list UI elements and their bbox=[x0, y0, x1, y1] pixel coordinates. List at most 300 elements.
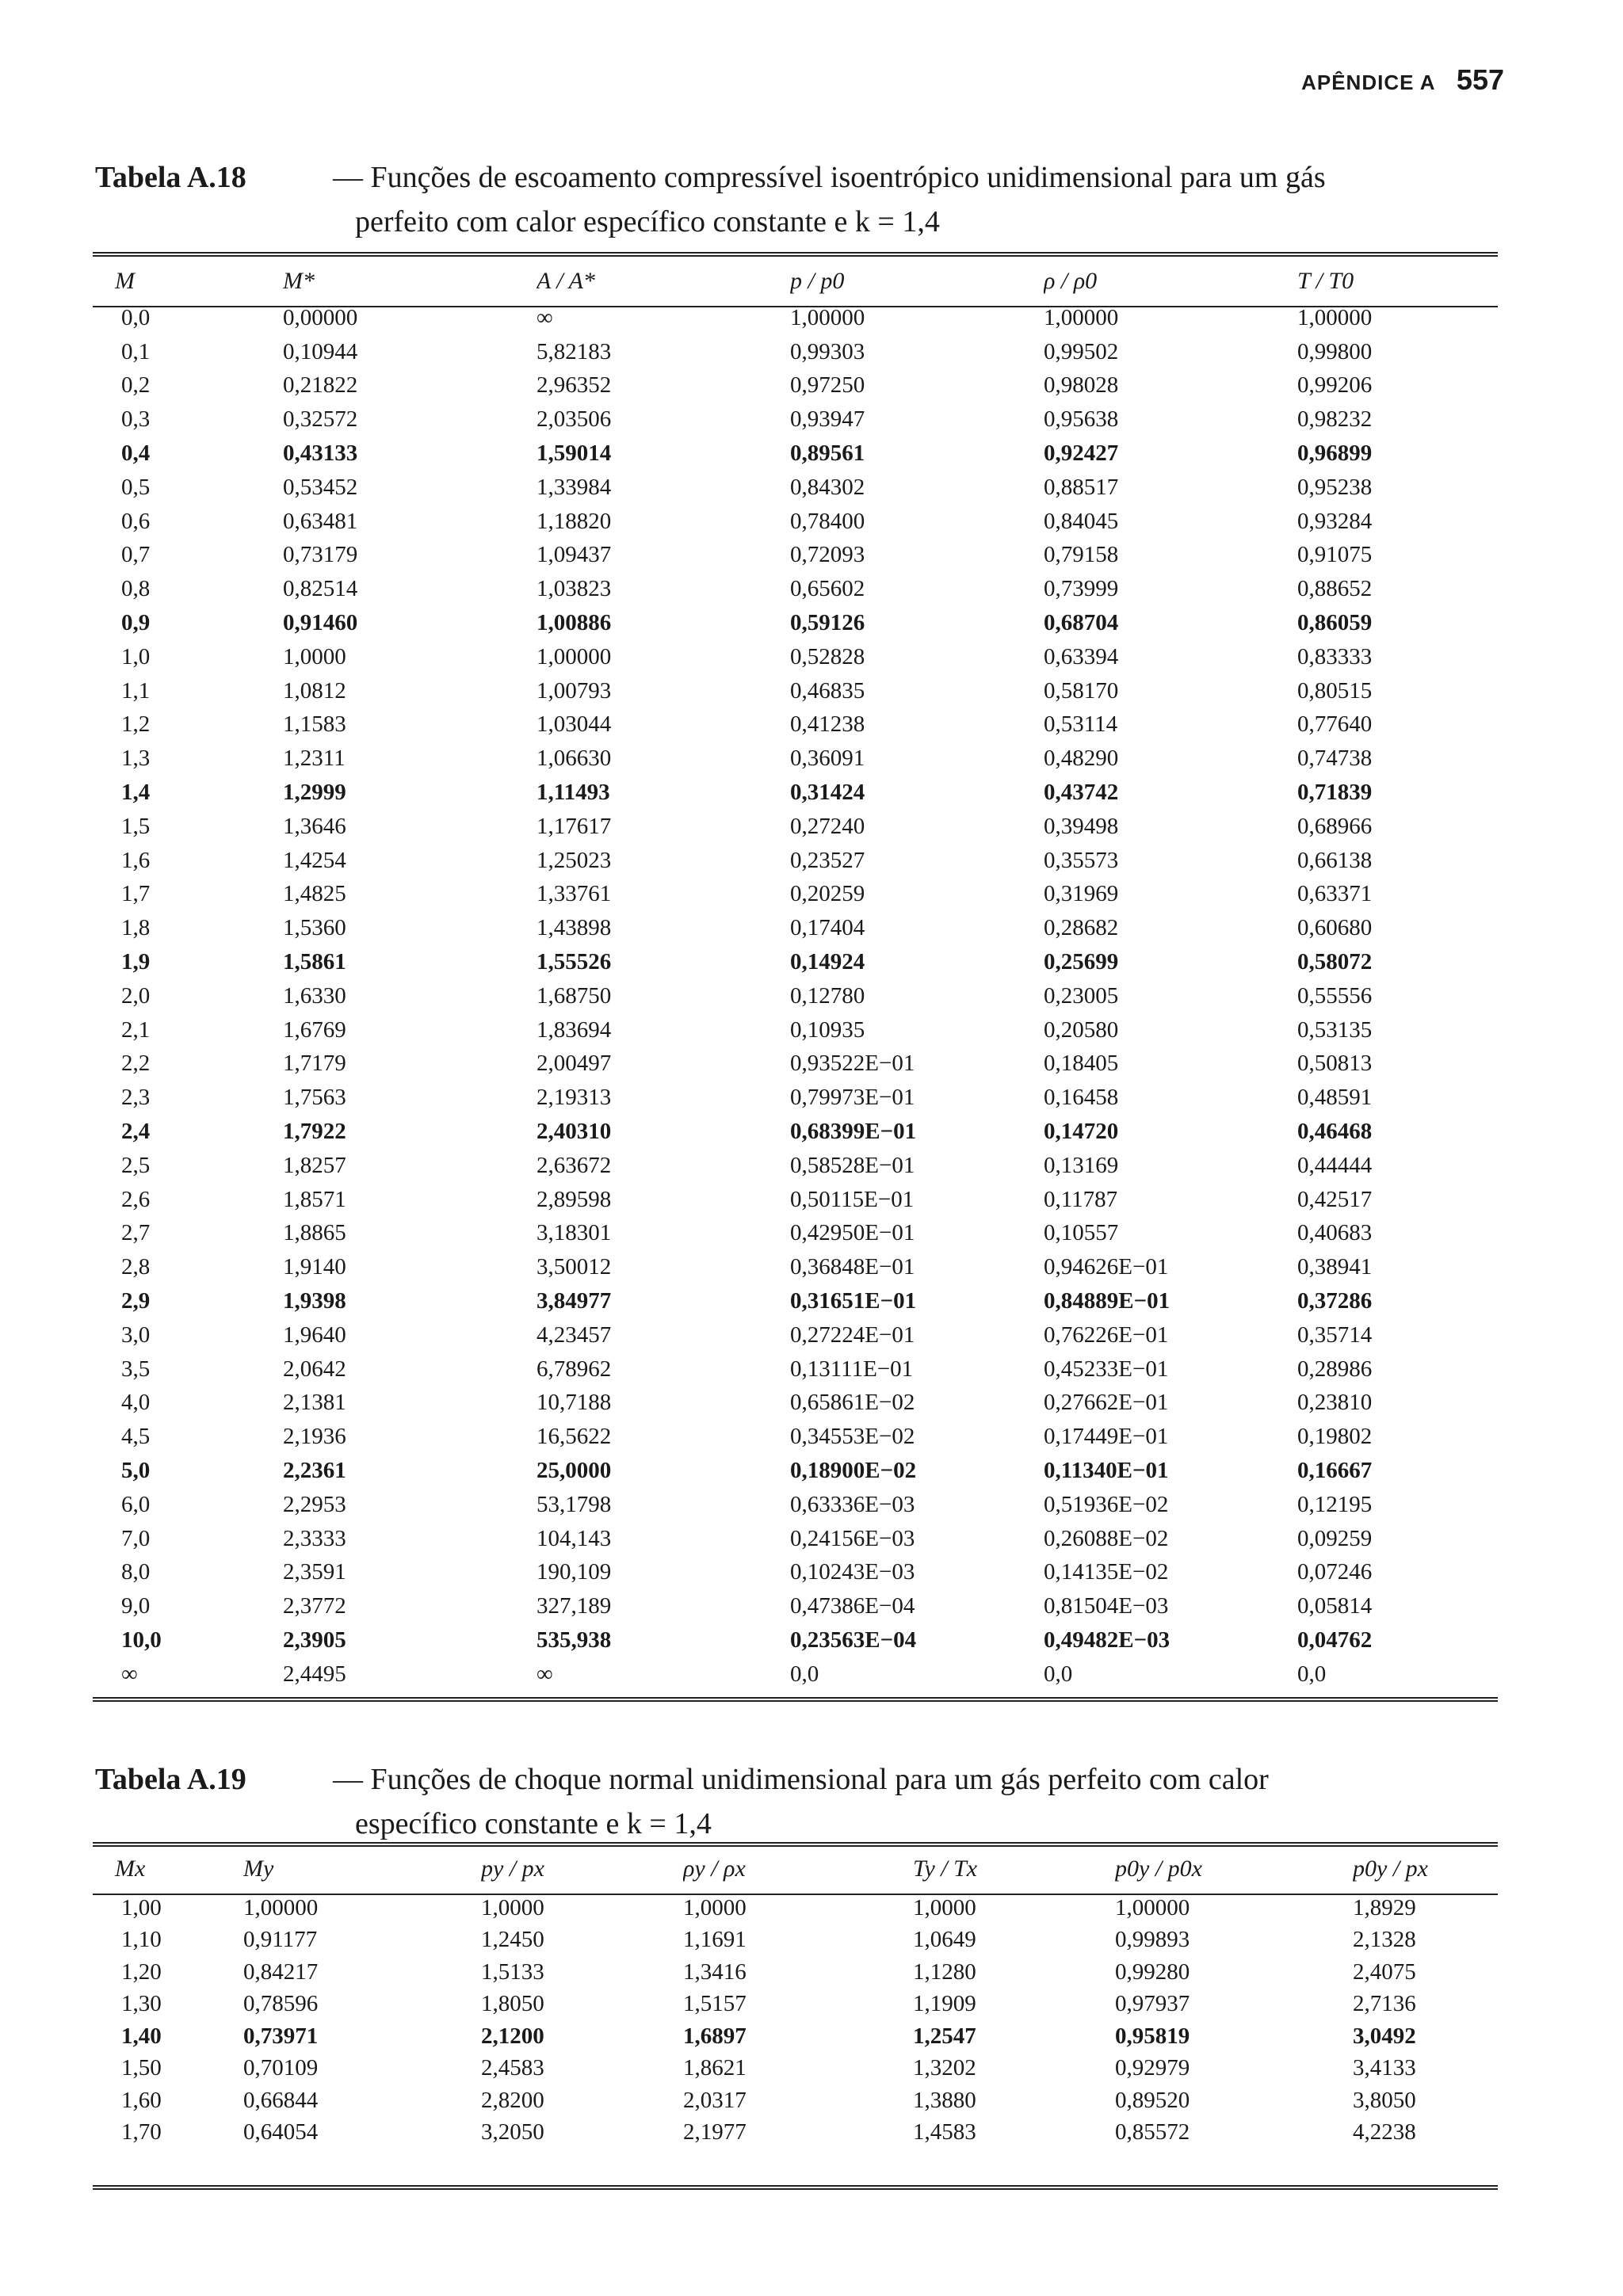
table-row bbox=[93, 1047, 1498, 1081]
table-a19-caption-text bbox=[333, 1757, 1522, 1846]
table-cell: 1,0649 bbox=[913, 1927, 976, 1953]
table-cell: 1,00 bbox=[121, 1894, 162, 1920]
table-cell: 1,9 bbox=[121, 949, 151, 975]
table-cell: 2,4583 bbox=[481, 2055, 544, 2081]
table-cell: 1,2999 bbox=[283, 780, 346, 806]
table-a18-body bbox=[93, 301, 1498, 1691]
table-cell: 0,43742 bbox=[1044, 780, 1119, 806]
table-a18-header-rule bbox=[93, 306, 1498, 307]
table-cell: 0,27662E−01 bbox=[1044, 1390, 1169, 1416]
table-cell: 0,21822 bbox=[283, 372, 358, 399]
table-cell: 0,83333 bbox=[1297, 643, 1373, 669]
table-cell: 3,5 bbox=[121, 1356, 151, 1382]
table-cell: 0,31424 bbox=[790, 780, 865, 806]
table-cell: 3,2050 bbox=[481, 2119, 544, 2145]
table-cell: 1,9140 bbox=[283, 1254, 346, 1280]
table-cell: 1,9398 bbox=[283, 1288, 346, 1314]
table-cell: 0,60680 bbox=[1297, 915, 1373, 941]
table-cell: 2,5 bbox=[121, 1152, 151, 1178]
table-a19-col-header: ρy / ρx bbox=[683, 1855, 746, 1882]
table-cell: 1,2547 bbox=[913, 2023, 976, 2049]
table-cell: 1,09437 bbox=[537, 542, 612, 568]
table-cell: 0,47386E−04 bbox=[790, 1593, 915, 1619]
table-cell: 1,5157 bbox=[683, 1991, 747, 2017]
table-cell: 0,5 bbox=[121, 474, 151, 500]
table-cell: 2,9 bbox=[121, 1288, 151, 1314]
table-cell: 1,43898 bbox=[537, 915, 612, 941]
table-cell: 0,99206 bbox=[1297, 372, 1373, 399]
table-cell: 0,91075 bbox=[1297, 542, 1373, 568]
table-row bbox=[93, 776, 1498, 810]
table-cell: 327,189 bbox=[537, 1593, 612, 1619]
table-cell: 1,11493 bbox=[537, 780, 610, 806]
table-a18-caption-line2: perfeito com calor específico constante e k = 1,4 bbox=[355, 205, 940, 238]
table-row bbox=[93, 1352, 1498, 1386]
table-cell: 0,0 bbox=[790, 1661, 819, 1687]
table-cell: 1,8929 bbox=[1353, 1894, 1416, 1920]
table-cell: 0,36848E−01 bbox=[790, 1254, 915, 1280]
table-a18-header-row bbox=[93, 261, 1498, 301]
table-row bbox=[93, 878, 1498, 912]
table-cell: 0,74738 bbox=[1297, 746, 1373, 772]
table-cell: 3,84977 bbox=[537, 1288, 612, 1314]
table-cell: 1,4254 bbox=[283, 847, 346, 873]
table-cell: 1,2 bbox=[121, 711, 151, 738]
table-cell: 1,00000 bbox=[537, 643, 612, 669]
table-cell: 2,2 bbox=[121, 1051, 151, 1077]
table-cell: 0,94626E−01 bbox=[1044, 1254, 1169, 1280]
table-a18-col-header: M* bbox=[283, 268, 315, 294]
table-cell: 0,99280 bbox=[1115, 1958, 1190, 1985]
table-cell: 0,6 bbox=[121, 508, 151, 534]
table-a18-col-header: ρ / ρ0 bbox=[1044, 268, 1098, 294]
table-cell: 5,0 bbox=[121, 1457, 151, 1483]
table-cell: 104,143 bbox=[537, 1525, 612, 1551]
table-cell: 0,79158 bbox=[1044, 542, 1119, 568]
table-a18 bbox=[93, 261, 1498, 1691]
table-cell: 0,12780 bbox=[790, 982, 865, 1009]
table-cell: 0,10944 bbox=[283, 338, 358, 364]
table-row bbox=[93, 1013, 1498, 1047]
table-row bbox=[93, 2053, 1498, 2085]
table-row bbox=[93, 742, 1498, 776]
table-cell: 0,70109 bbox=[243, 2055, 319, 2081]
table-cell: 0,73999 bbox=[1044, 576, 1119, 602]
table-row bbox=[93, 1989, 1498, 2021]
table-row bbox=[93, 1284, 1498, 1318]
table-cell: 3,18301 bbox=[537, 1220, 612, 1246]
table-cell: 1,3202 bbox=[913, 2055, 976, 2081]
table-cell: 7,0 bbox=[121, 1525, 151, 1551]
table-cell: 1,1280 bbox=[913, 1958, 976, 1985]
table-cell: 1,55526 bbox=[537, 949, 612, 975]
table-cell: 0,2 bbox=[121, 372, 151, 399]
table-cell: 0,72093 bbox=[790, 542, 865, 568]
table-row bbox=[93, 1386, 1498, 1421]
table-cell: 0,91460 bbox=[283, 610, 358, 636]
table-cell: 0,63336E−03 bbox=[790, 1491, 915, 1517]
table-cell: 0,63481 bbox=[283, 508, 358, 534]
table-a19-caption-line2: específico constante e k = 1,4 bbox=[355, 1807, 712, 1840]
table-cell: 0,99800 bbox=[1297, 338, 1373, 364]
table-a18-caption-text bbox=[333, 155, 1522, 244]
table-cell: 0,24156E−03 bbox=[790, 1525, 915, 1551]
table-cell: 1,33984 bbox=[537, 474, 612, 500]
table-cell: 0,25699 bbox=[1044, 949, 1119, 975]
table-cell: 0,52828 bbox=[790, 643, 865, 669]
table-cell: 0,71839 bbox=[1297, 780, 1373, 806]
table-row bbox=[93, 1420, 1498, 1454]
table-cell: 0,63371 bbox=[1297, 881, 1373, 907]
table-cell: 0,13111E−01 bbox=[790, 1356, 914, 1382]
table-cell: ∞ bbox=[121, 1661, 138, 1687]
table-cell: 0,23563E−04 bbox=[790, 1627, 917, 1653]
table-row bbox=[93, 1924, 1498, 1957]
table-cell: 2,3591 bbox=[283, 1559, 346, 1585]
table-cell: 0,37286 bbox=[1297, 1288, 1373, 1314]
table-cell: 1,1583 bbox=[283, 711, 346, 738]
table-cell: 0,09259 bbox=[1297, 1525, 1373, 1551]
table-cell: 0,79973E−01 bbox=[790, 1085, 915, 1111]
table-cell: 0,97250 bbox=[790, 372, 865, 399]
table-cell: 2,1936 bbox=[283, 1424, 346, 1450]
table-cell: 0,17449E−01 bbox=[1044, 1424, 1169, 1450]
table-cell: 6,0 bbox=[121, 1491, 151, 1517]
table-cell: 1,25023 bbox=[537, 847, 612, 873]
table-cell: 0,89520 bbox=[1115, 2087, 1190, 2113]
table-cell: 2,0 bbox=[121, 982, 151, 1009]
table-cell: 1,1 bbox=[121, 677, 151, 704]
table-row bbox=[93, 1115, 1498, 1149]
table-cell: 1,3880 bbox=[913, 2087, 976, 2113]
table-cell: 2,0317 bbox=[683, 2087, 747, 2113]
table-cell: ∞ bbox=[537, 304, 553, 330]
table-cell: 1,00000 bbox=[1297, 304, 1373, 330]
table-a19-col-header: My bbox=[243, 1855, 274, 1882]
table-cell: 0,05814 bbox=[1297, 1593, 1373, 1619]
table-cell: 1,0812 bbox=[283, 677, 346, 704]
table-cell: 0,98232 bbox=[1297, 406, 1373, 433]
table-cell: 0,35714 bbox=[1297, 1322, 1373, 1348]
table-cell: 2,19313 bbox=[537, 1085, 612, 1111]
table-row bbox=[93, 1149, 1498, 1183]
table-cell: 0,84045 bbox=[1044, 508, 1119, 534]
table-cell: 1,6897 bbox=[683, 2023, 747, 2049]
table-cell: 2,3772 bbox=[283, 1593, 346, 1619]
table-row bbox=[93, 1956, 1498, 1989]
table-cell: 2,1328 bbox=[1353, 1927, 1416, 1953]
table-cell: 0,58528E−01 bbox=[790, 1152, 915, 1178]
table-cell: 0,14924 bbox=[790, 949, 865, 975]
table-cell: 0,42950E−01 bbox=[790, 1220, 915, 1246]
table-cell: 0,12195 bbox=[1297, 1491, 1373, 1517]
table-cell: 1,03044 bbox=[537, 711, 612, 738]
table-cell: 0,32572 bbox=[283, 406, 358, 433]
table-cell: 0,10935 bbox=[790, 1016, 865, 1043]
table-cell: 0,93947 bbox=[790, 406, 865, 433]
table-cell: 0,66138 bbox=[1297, 847, 1373, 873]
table-cell: 0,28682 bbox=[1044, 915, 1119, 941]
table-a19-label: Tabela A.19 bbox=[95, 1763, 246, 1796]
table-cell: 2,3333 bbox=[283, 1525, 346, 1551]
table-cell: 0,77640 bbox=[1297, 711, 1373, 738]
table-cell: 1,00000 bbox=[243, 1894, 319, 1920]
table-row bbox=[93, 844, 1498, 878]
table-cell: 1,8050 bbox=[481, 1991, 544, 2017]
table-cell: 0,73971 bbox=[243, 2023, 319, 2049]
table-row bbox=[93, 1081, 1498, 1115]
table-cell: 0,93522E−01 bbox=[790, 1051, 915, 1077]
table-cell: 0,27240 bbox=[790, 813, 865, 839]
table-cell: 0,53114 bbox=[1044, 711, 1118, 738]
table-cell: 1,6330 bbox=[283, 982, 346, 1009]
table-cell: 2,3 bbox=[121, 1085, 151, 1111]
table-cell: 3,0 bbox=[121, 1322, 151, 1348]
table-cell: 1,70 bbox=[121, 2119, 162, 2145]
table-row bbox=[93, 505, 1498, 539]
table-cell: 0,18900E−02 bbox=[790, 1457, 917, 1483]
table-cell: 0,34553E−02 bbox=[790, 1424, 915, 1450]
table-row bbox=[93, 335, 1498, 369]
table-cell: 0,93284 bbox=[1297, 508, 1373, 534]
table-cell: 0,9 bbox=[121, 610, 151, 636]
table-row bbox=[93, 640, 1498, 674]
table-row bbox=[93, 1217, 1498, 1251]
table-a19-col-header: py / px bbox=[481, 1855, 544, 1882]
table-cell: 0,11340E−01 bbox=[1044, 1457, 1169, 1483]
table-cell: 1,50 bbox=[121, 2055, 162, 2081]
table-cell: 1,18820 bbox=[537, 508, 612, 534]
table-a19-col-header: Ty / Tx bbox=[913, 1855, 978, 1882]
table-row bbox=[93, 2084, 1498, 2117]
table-cell: 0,10557 bbox=[1044, 1220, 1119, 1246]
table-row bbox=[93, 402, 1498, 437]
table-cell: 0,59126 bbox=[790, 610, 865, 636]
table-cell: 0,35573 bbox=[1044, 847, 1119, 873]
table-cell: 1,0 bbox=[121, 643, 151, 669]
table-cell: 0,45233E−01 bbox=[1044, 1356, 1169, 1382]
table-cell: 2,89598 bbox=[537, 1186, 612, 1212]
table-cell: 1,03823 bbox=[537, 576, 612, 602]
table-cell: 0,96899 bbox=[1297, 441, 1373, 467]
table-cell: 0,46468 bbox=[1297, 1119, 1373, 1145]
table-row bbox=[93, 471, 1498, 505]
table-cell: 0,18405 bbox=[1044, 1051, 1119, 1077]
table-cell: 0,85572 bbox=[1115, 2119, 1190, 2145]
table-cell: ∞ bbox=[537, 1661, 553, 1687]
table-cell: 0,49482E−03 bbox=[1044, 1627, 1170, 1653]
table-cell: 4,5 bbox=[121, 1424, 151, 1450]
table-row bbox=[93, 708, 1498, 742]
table-cell: 0,65602 bbox=[790, 576, 865, 602]
table-cell: 0,4 bbox=[121, 441, 151, 467]
table-cell: 0,50115E−01 bbox=[790, 1186, 915, 1212]
table-cell: 1,00793 bbox=[537, 677, 612, 704]
table-cell: 4,2238 bbox=[1353, 2119, 1416, 2145]
table-cell: 3,0492 bbox=[1353, 2023, 1416, 2049]
table-cell: 0,84889E−01 bbox=[1044, 1288, 1170, 1314]
table-cell: 1,00886 bbox=[537, 610, 612, 636]
table-a19-caption-line1: — Funções de choque normal unidimensional para um gás perfeito com calor bbox=[333, 1763, 1269, 1796]
table-cell: 0,10243E−03 bbox=[790, 1559, 915, 1585]
table-cell: 1,3646 bbox=[283, 813, 346, 839]
table-a18-col-header: A / A* bbox=[537, 268, 595, 294]
table-cell: 0,89561 bbox=[790, 441, 865, 467]
table-cell: 1,4 bbox=[121, 780, 151, 806]
table-cell: 1,5861 bbox=[283, 949, 346, 975]
table-cell: 0,38941 bbox=[1297, 1254, 1373, 1280]
table-cell: 1,0000 bbox=[913, 1894, 976, 1920]
table-cell: 0,66844 bbox=[243, 2087, 319, 2113]
table-cell: 0,86059 bbox=[1297, 610, 1373, 636]
table-cell: 0,82514 bbox=[283, 576, 358, 602]
table-cell: 1,4583 bbox=[913, 2119, 976, 2145]
table-cell: 1,7922 bbox=[283, 1119, 346, 1145]
table-cell: 0,31969 bbox=[1044, 881, 1119, 907]
table-cell: 0,99893 bbox=[1115, 1927, 1190, 1953]
table-cell: 1,3416 bbox=[683, 1958, 747, 1985]
table-cell: 535,938 bbox=[537, 1627, 612, 1653]
table-a19-header-row bbox=[93, 1846, 1498, 1892]
table-cell: 1,6769 bbox=[283, 1016, 346, 1043]
table-cell: 1,59014 bbox=[537, 441, 612, 467]
table-a18-caption-line1: — Funções de escoamento compressível isoentrópico unidimensional para um gás bbox=[333, 161, 1326, 194]
table-cell: 0,14720 bbox=[1044, 1119, 1119, 1145]
table-cell: 0,95638 bbox=[1044, 406, 1119, 433]
table-cell: 1,10 bbox=[121, 1927, 162, 1953]
table-cell: 1,2450 bbox=[481, 1927, 544, 1953]
table-cell: 4,23457 bbox=[537, 1322, 612, 1348]
table-cell: 0,41238 bbox=[790, 711, 865, 738]
table-cell: 0,46835 bbox=[790, 677, 865, 704]
table-row bbox=[93, 979, 1498, 1013]
table-cell: 0,43133 bbox=[283, 441, 358, 467]
table-cell: 0,99502 bbox=[1044, 338, 1119, 364]
table-cell: 3,8050 bbox=[1353, 2087, 1416, 2113]
table-cell: 2,1381 bbox=[283, 1390, 346, 1416]
table-cell: 2,2953 bbox=[283, 1491, 346, 1517]
table-a19-col-header: p0y / px bbox=[1353, 1855, 1428, 1882]
running-head bbox=[1301, 63, 1504, 97]
table-a18-col-header: T / T0 bbox=[1297, 268, 1354, 294]
table-a19-bottom-rule bbox=[93, 2185, 1498, 2190]
table-cell: 0,07246 bbox=[1297, 1559, 1373, 1585]
table-cell: 1,8621 bbox=[683, 2055, 747, 2081]
table-cell: 1,33761 bbox=[537, 881, 612, 907]
table-cell: 0,68966 bbox=[1297, 813, 1373, 839]
table-cell: 2,8 bbox=[121, 1254, 151, 1280]
table-cell: 25,0000 bbox=[537, 1457, 612, 1483]
table-cell: 0,8 bbox=[121, 576, 151, 602]
table-cell: 2,8200 bbox=[481, 2087, 544, 2113]
table-row bbox=[93, 1892, 1498, 1924]
page-number: 557 bbox=[1456, 63, 1504, 96]
table-cell: 1,5360 bbox=[283, 915, 346, 941]
table-row bbox=[93, 606, 1498, 640]
table-cell: 0,91177 bbox=[243, 1927, 318, 1953]
table-cell: 2,96352 bbox=[537, 372, 612, 399]
table-cell: 0,53452 bbox=[283, 474, 358, 500]
table-cell: 0,51936E−02 bbox=[1044, 1491, 1169, 1517]
table-cell: 1,7 bbox=[121, 881, 151, 907]
table-cell: 0,73179 bbox=[283, 542, 358, 568]
table-cell: 0,13169 bbox=[1044, 1152, 1119, 1178]
table-row bbox=[93, 1522, 1498, 1556]
table-cell: 2,2361 bbox=[283, 1457, 346, 1483]
table-cell: 0,26088E−02 bbox=[1044, 1525, 1169, 1551]
table-cell: 1,5133 bbox=[481, 1958, 544, 1985]
table-cell: 1,0000 bbox=[683, 1894, 747, 1920]
table-cell: 0,7 bbox=[121, 542, 151, 568]
table-cell: 1,68750 bbox=[537, 982, 612, 1009]
table-cell: 2,0642 bbox=[283, 1356, 346, 1382]
table-cell: 0,68704 bbox=[1044, 610, 1119, 636]
table-cell: 0,1 bbox=[121, 338, 151, 364]
table-cell: 2,7 bbox=[121, 1220, 151, 1246]
table-cell: 0,78596 bbox=[243, 1991, 319, 2017]
table-cell: 2,3905 bbox=[283, 1627, 346, 1653]
table-cell: 0,84302 bbox=[790, 474, 865, 500]
table-cell: 0,99303 bbox=[790, 338, 865, 364]
table-cell: 2,4495 bbox=[283, 1661, 346, 1687]
table-cell: 4,0 bbox=[121, 1390, 151, 1416]
table-cell: 0,20580 bbox=[1044, 1016, 1119, 1043]
table-cell: 0,88652 bbox=[1297, 576, 1373, 602]
table-cell: 0,0 bbox=[1297, 1661, 1327, 1687]
table-cell: 1,8257 bbox=[283, 1152, 346, 1178]
table-cell: 8,0 bbox=[121, 1559, 151, 1585]
table-cell: 0,97937 bbox=[1115, 1991, 1190, 2017]
table-row bbox=[93, 2117, 1498, 2149]
table-cell: 2,63672 bbox=[537, 1152, 612, 1178]
table-cell: 0,00000 bbox=[283, 304, 358, 330]
table-row bbox=[93, 1183, 1498, 1217]
table-cell: 1,0000 bbox=[283, 643, 346, 669]
table-row bbox=[93, 2020, 1498, 2053]
table-cell: 1,1909 bbox=[913, 1991, 976, 2017]
table-row bbox=[93, 911, 1498, 945]
table-cell: 1,9640 bbox=[283, 1322, 346, 1348]
table-a18-col-header: M bbox=[115, 268, 135, 294]
table-a18-bottom-rule bbox=[93, 1697, 1498, 1702]
table-cell: 0,88517 bbox=[1044, 474, 1119, 500]
table-cell: 0,20259 bbox=[790, 881, 865, 907]
table-cell: 0,55556 bbox=[1297, 982, 1373, 1009]
table-cell: 1,00000 bbox=[790, 304, 865, 330]
table-cell: 0,63394 bbox=[1044, 643, 1119, 669]
table-cell: 1,5 bbox=[121, 813, 151, 839]
table-a19 bbox=[93, 1846, 1498, 2149]
table-cell: 0,68399E−01 bbox=[790, 1119, 917, 1145]
table-cell: 0,44444 bbox=[1297, 1152, 1373, 1178]
table-cell: 0,31651E−01 bbox=[790, 1288, 917, 1314]
table-cell: 1,00000 bbox=[1044, 304, 1119, 330]
table-cell: 0,95238 bbox=[1297, 474, 1373, 500]
table-a19-header-rule bbox=[93, 1894, 1498, 1895]
table-cell: 1,8571 bbox=[283, 1186, 346, 1212]
table-cell: 0,04762 bbox=[1297, 1627, 1373, 1653]
table-row bbox=[93, 369, 1498, 403]
table-cell: 1,4825 bbox=[283, 881, 346, 907]
table-cell: 5,82183 bbox=[537, 338, 612, 364]
table-cell: 0,39498 bbox=[1044, 813, 1119, 839]
table-row bbox=[93, 1589, 1498, 1623]
table-cell: 0,11787 bbox=[1044, 1186, 1118, 1212]
table-a19-body bbox=[93, 1892, 1498, 2149]
table-cell: 0,0 bbox=[121, 304, 151, 330]
table-cell: 2,6 bbox=[121, 1186, 151, 1212]
table-cell: 1,00000 bbox=[1115, 1894, 1190, 1920]
